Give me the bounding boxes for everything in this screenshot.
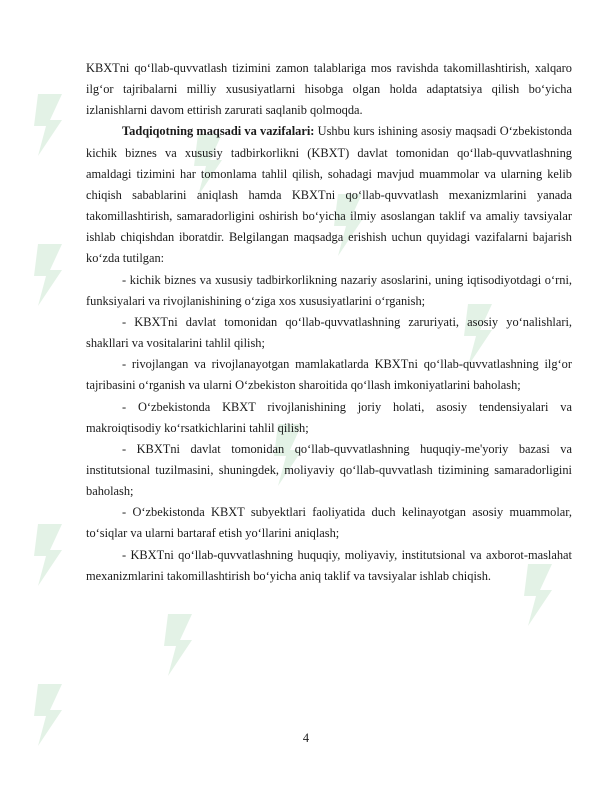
intro-continuation-paragraph: KBXTni qo‘llab-quvvatlash tizimini zamon talablariga mos ravishda takomillashtirish, xalqaro ilg‘or tajribalarni milliy xususiyatlarni hisobga olgan holda adaptatsiya qilish bo‘yicha izlanishlarni davom ettirish zarurati saqlanib qolmoqda.: [86, 61, 572, 118]
body-text: [86, 58, 572, 587]
aims-body: Ushbu kurs ishining asosiy maqsadi O‘zbekistonda kichik biznes va xususiy tadbirkorlikni (KBXT) davlat tomonidan qo‘llab-quvvatlashning amaldagi tizimini har tomonlama tahlil qilish, sohadagi mavjud muammolar va ularning kelib chiqish sabablarini aniqlash hamda KBXTni qo‘llab-quvvatlash mexanizmlarini yanada takomillashtirish, samaradorligini oshirish bo‘yicha ilmiy asoslangan taklif va amaliy tavsiyalar ishlab chiqishdan iboratdir. Belgilangan maqsadga erishish uchun quyidagi vazifalarni bajarish ko‘zda tutilgan:: [86, 124, 572, 266]
watermark-logo-icon: [30, 520, 70, 590]
task-item: - KBXTni davlat tomonidan qo‘llab-quvvatlashning huquqiy-me'yoriy bazasi va institutsional tuzilmasini, shuningdek, moliyaviy qo‘llab-quvvatlash tizimining samaradorligini baholash;: [86, 441, 572, 499]
task-item: - KBXTni davlat tomonidan qo‘llab-quvvatlashning zaruriyati, asosiy yo‘nalishlari, shakllari va vositalarini tahlil qilish;: [86, 314, 572, 351]
task-item: - kichik biznes va xususiy tadbirkorlikning nazariy asoslarini, uning iqtisodiyotdagi o‘rni, funksiyalari va rivojlanishining o‘ziga xos xususiyatlarini o‘rganish;: [86, 272, 572, 308]
task-item: - O‘zbekistonda KBXT rivojlanishining joriy holati, asosiy tendensiyalari va makroiqtisodiy ko‘rsatkichlarini tahlil qilish;: [86, 399, 572, 435]
aims-paragraph: [86, 121, 572, 269]
task-item: - O‘zbekistonda KBXT subyektlari faoliyatida duch kelinayotgan asosiy muammolar, to‘siqlar va ularni bartaraf etish yo‘llarini aniqlash;: [86, 505, 572, 541]
watermark-logo-icon: [30, 240, 70, 310]
page-number: 4: [302, 731, 310, 745]
task-item: - rivojlangan va rivojlanayotgan mamlakatlarda KBXTni qo‘llab-quvvatlashning ilg‘or tajribasini o‘rganish va ularni O‘zbekiston sharoitida qo‘llash imkoniyatlarini baholash;: [86, 357, 572, 393]
watermark-logo-icon: [30, 90, 70, 160]
watermark-logo-icon: [160, 610, 200, 680]
section-heading: Tadqiqotning maqsadi va vazifalari:: [122, 124, 315, 139]
task-item: - KBXTni qo‘llab-quvvatlashning huquqiy, moliyaviy, institutsional va axborot-maslahat mexanizmlarini takomillashtirish bo‘yicha aniq taklif va tavsiyalar ishlab chiqish.: [86, 547, 572, 583]
